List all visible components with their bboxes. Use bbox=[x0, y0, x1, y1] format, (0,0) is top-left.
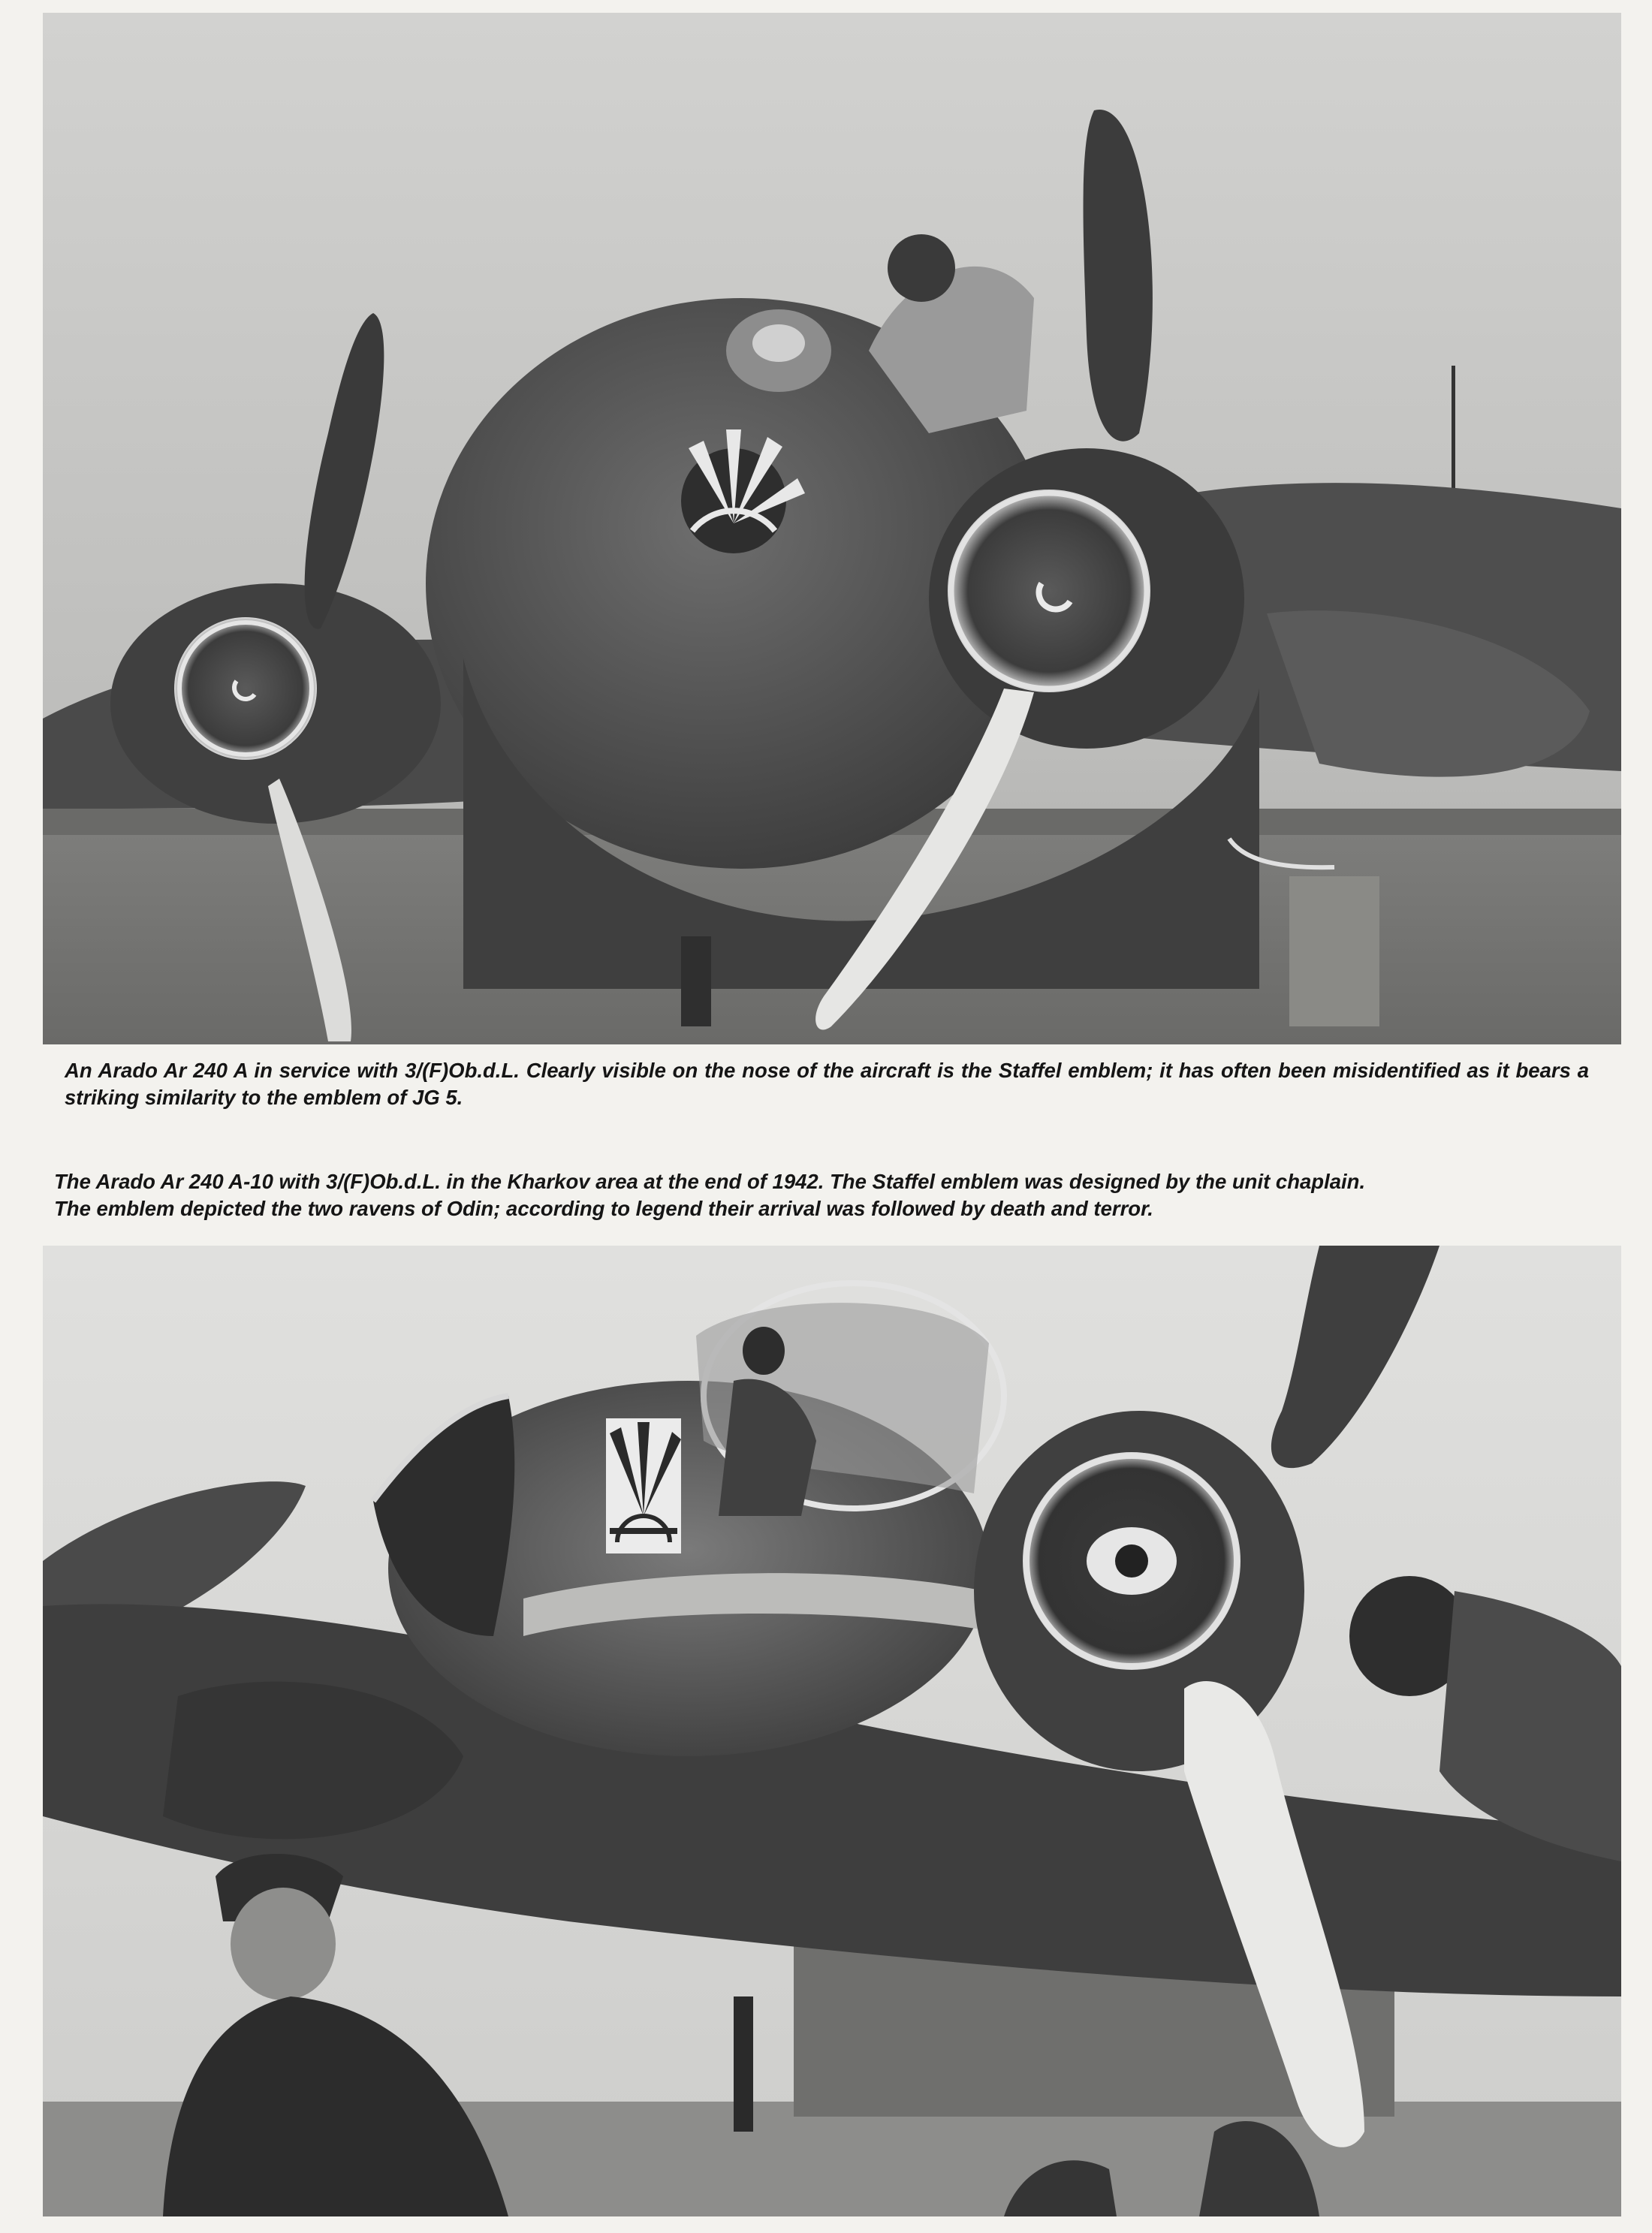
photo-arado-ar240a10-kharkov bbox=[43, 1246, 1621, 2216]
photo-bottom-illustration bbox=[43, 1246, 1621, 2216]
photo-arado-ar240a-front bbox=[43, 13, 1621, 1044]
photo-top-illustration bbox=[43, 13, 1621, 1044]
staffel-emblem-bottom bbox=[606, 1418, 681, 1553]
caption-bottom-line-2: The emblem depicted the two ravens of Odin; according to legend their arrival was followed by death and terror. bbox=[54, 1197, 1153, 1220]
caption-bottom bbox=[54, 1168, 1616, 1222]
caption-top: An Arado Ar 240 A in service with 3/(F)Ob.d.L. Clearly visible on the nose of the aircraft is the Staffel emblem; it has often been misidentified as it bears a striking similarity to the emblem of JG 5. bbox=[65, 1059, 1589, 1109]
caption-bottom-line-1: The Arado Ar 240 A-10 with 3/(F)Ob.d.L. in the Kharkov area at the end of 1942. The Staffel emblem was designed by the unit chaplain. bbox=[54, 1170, 1366, 1193]
